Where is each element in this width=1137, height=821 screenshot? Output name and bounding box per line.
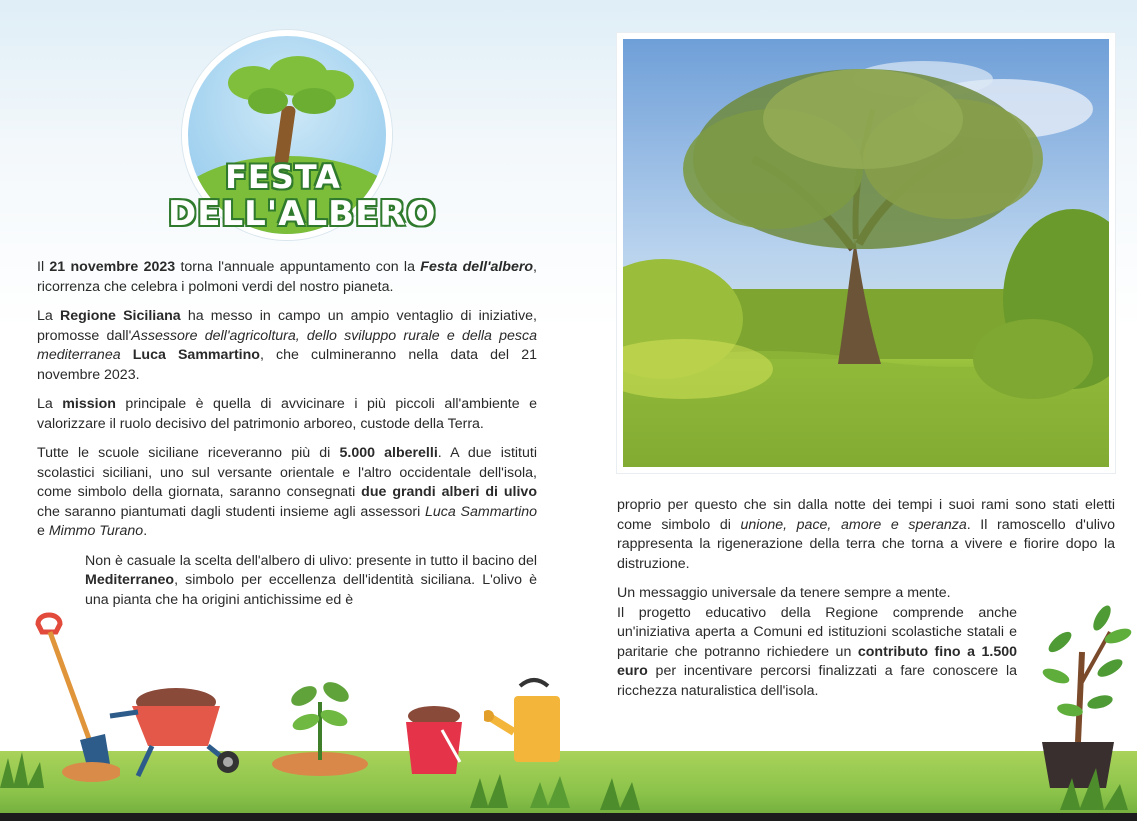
text-run: Tutte le scuole siciliane riceveranno più di — [37, 445, 340, 461]
text-run: 5.000 alberelli — [339, 445, 438, 461]
text-run: Il — [37, 259, 50, 275]
logo-title-line1: FESTA — [225, 158, 341, 196]
left-column — [37, 258, 537, 620]
text-run: che saranno piantumati dagli studenti insieme agli assessori — [37, 503, 426, 520]
paragraph — [37, 444, 537, 542]
paragraph — [617, 604, 1017, 702]
paragraph — [37, 258, 537, 297]
text-run: 21 novembre 2023 — [49, 259, 176, 275]
olive-tree-photo — [617, 33, 1115, 473]
text-run: Mediterraneo — [85, 572, 175, 588]
text-run: . Il ramoscello d'ulivo rappresenta la rigenerazione della terra che torna a vivere e fiorire dopo la distruzione. — [617, 516, 1115, 572]
text-run: Festa dell'albero — [420, 259, 534, 275]
text-run: e — [37, 523, 49, 539]
text-run: , ricorrenza che celebra i polmoni verdi del nostro pianeta. — [37, 259, 537, 295]
festa-albero-logo — [168, 30, 437, 240]
text-run: Non è casuale la scelta dell'albero di ulivo: presente in tutto il bacino del — [85, 552, 537, 569]
text-run: per incentivare percorsi finalizzati a fare conoscere la ricchezza naturalistica dell'isola. — [617, 663, 1017, 699]
text-run: due grandi alberi di ulivo — [361, 484, 537, 500]
text-run: Regione Siciliana — [59, 308, 181, 324]
paragraph — [37, 307, 537, 385]
text-run: contributo fino a 1.500 euro — [617, 643, 1017, 679]
text-run: , simbolo per eccellenza dell'identità siciliana. L'olivo è una pianta che ha origini antichissime ed è — [85, 572, 537, 608]
text-run — [121, 347, 133, 363]
text-run: proprio per questo che sin dalla notte dei tempi i suoi rami sono stati eletti come simbolo di — [617, 497, 1115, 533]
text-run: Il progetto educativo della Regione comprende anche un'iniziativa aperta a Comuni ed istituzioni scolastiche statali e paritarie che potranno richiedere un — [617, 604, 1017, 660]
text-run: principale è quella di avvicinare i più piccoli all'ambiente e valorizzare il ruolo decisivo del patrimonio arboreo, custode della Terra. — [37, 396, 537, 432]
paragraph — [37, 552, 537, 611]
text-run: mission — [62, 396, 116, 412]
text-run: Un messaggio universale da tenere sempre a mente. — [617, 585, 951, 601]
olive-tree-illustration — [623, 39, 1109, 467]
text-run: ha messo in campo un ampio ventaglio di iniziative, promosse dall' — [37, 308, 537, 344]
text-run: Mimmo Turano — [48, 523, 144, 539]
paragraph — [617, 496, 1115, 574]
text-run: . A due istituti scolastici siciliani, uno sul versante orientale e l'altro occidentale dell'isola, come simbolo della giornata, saranno consegnati — [37, 445, 537, 500]
paragraph — [37, 395, 537, 434]
bottom-border — [0, 813, 1137, 821]
text-run: La — [37, 396, 63, 412]
logo-title-line2: DELL'ALBERO — [168, 194, 437, 234]
text-run: Assessore dell'agricoltura, dello sviluppo rurale e della pesca mediterranea — [37, 327, 537, 363]
text-run: Luca Sammartino — [132, 347, 260, 363]
text-run: Luca Sammartino — [425, 503, 538, 520]
text-run: , che culmineranno nella data del 21 novembre 2023. — [37, 347, 537, 383]
text-run: unione, pace, amore e speranza — [740, 516, 967, 533]
text-run: torna l'annuale appuntamento con la — [175, 259, 421, 275]
text-run: La — [37, 308, 60, 324]
grass-tufts — [0, 748, 1137, 818]
text-run: . — [143, 523, 148, 539]
